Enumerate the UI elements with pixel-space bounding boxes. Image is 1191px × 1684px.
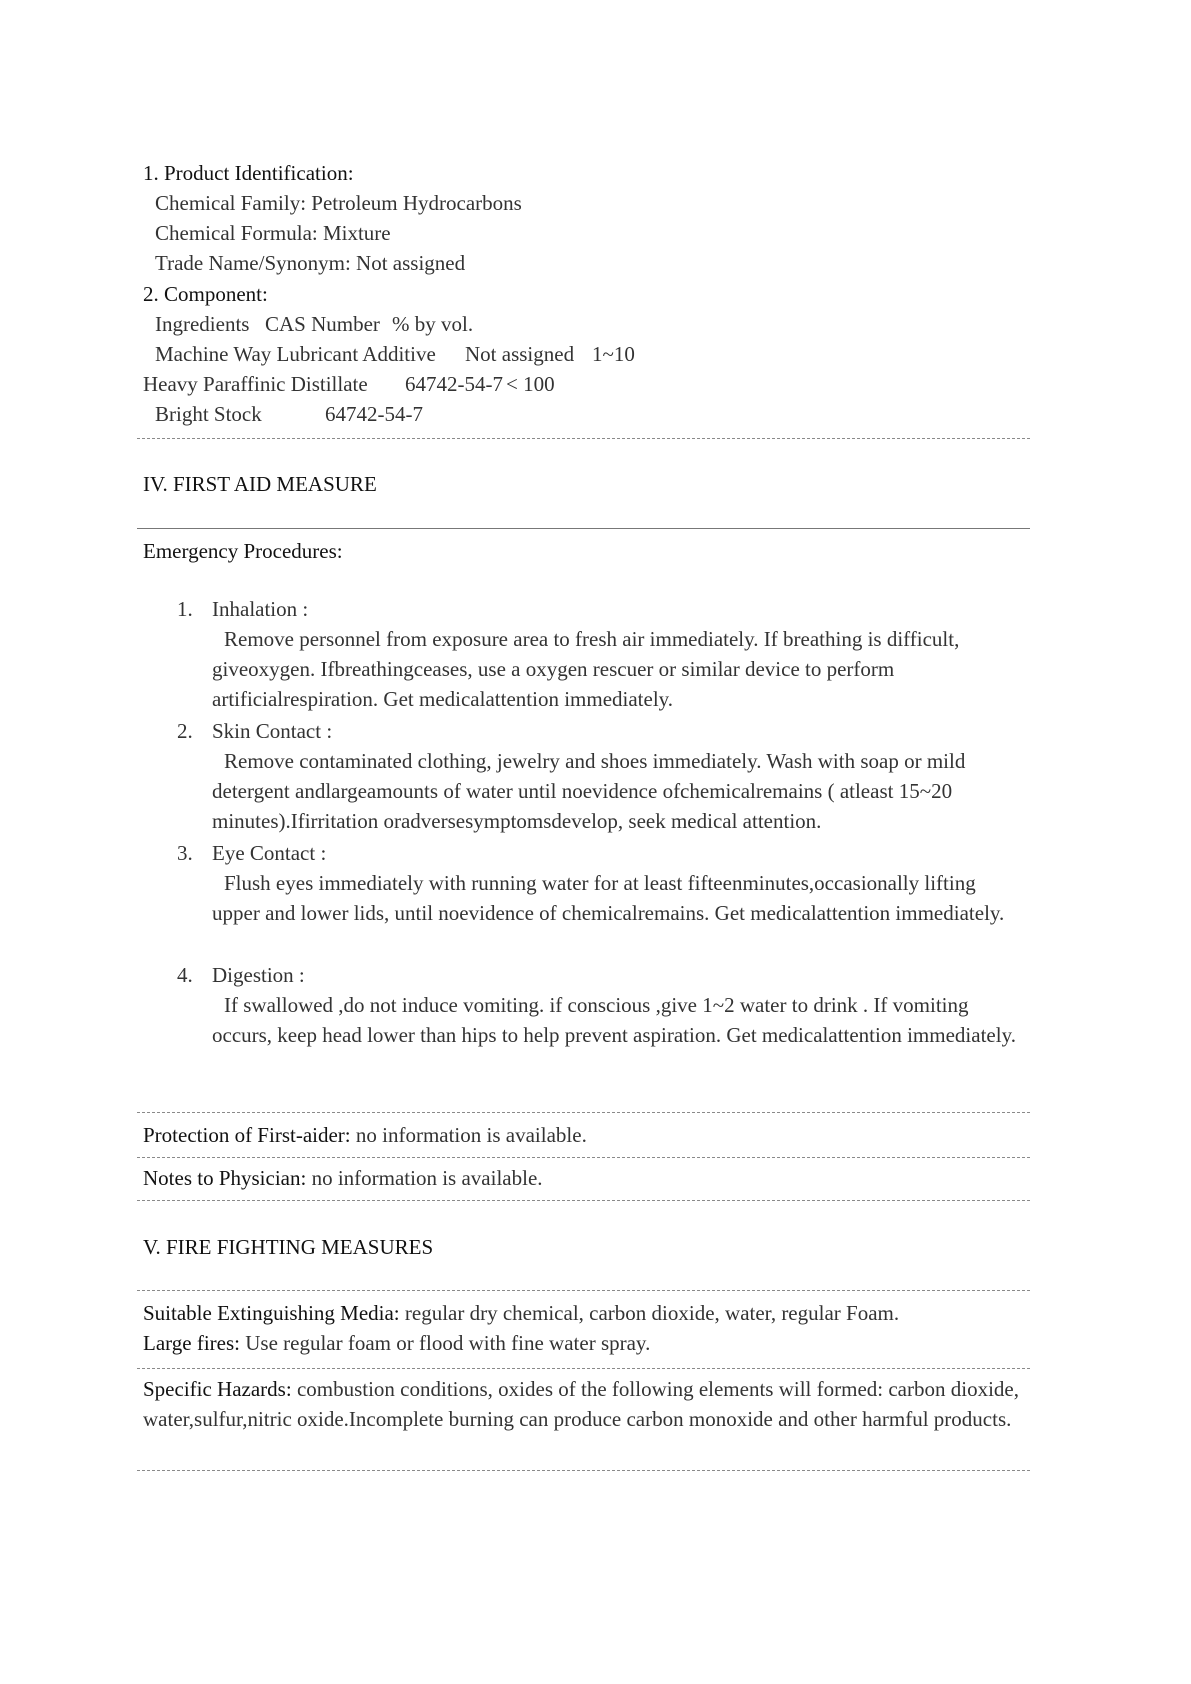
item-4-number: 4. bbox=[177, 963, 193, 987]
divider bbox=[137, 1368, 1030, 1369]
media-label: Suitable Extinguishing Media: bbox=[143, 1301, 400, 1325]
row-1-cas: Not assigned bbox=[465, 342, 575, 366]
specific-hazards bbox=[143, 1374, 1019, 1434]
divider bbox=[137, 1112, 1030, 1113]
chemical-family-line: Chemical Family: Petroleum Hydrocarbons bbox=[155, 191, 522, 215]
hazards-label: Specific Hazards: bbox=[143, 1377, 292, 1401]
notes-value: no information is available. bbox=[311, 1166, 543, 1190]
item-4-text: If swallowed ,do not induce vomiting. if conscious ,give 1~2 water to drink . If vomiting occurs, keep head lower than hips to help prevent aspiration. Get medicalattention immediately. bbox=[212, 993, 1016, 1047]
extinguishing-media bbox=[143, 1298, 899, 1328]
notes-label: Notes to Physician: bbox=[143, 1166, 307, 1190]
divider bbox=[137, 1470, 1030, 1471]
row-3-ingredient: Bright Stock bbox=[155, 402, 262, 426]
row-2-ingredient: Heavy Paraffinic Distillate bbox=[143, 372, 368, 396]
large-fires-label: Large fires: bbox=[143, 1331, 240, 1355]
item-1-number: 1. bbox=[177, 597, 193, 621]
large-fires bbox=[143, 1328, 650, 1358]
row-1-percent: 1~10 bbox=[592, 342, 635, 366]
item-2-text: Remove contaminated clothing, jewelry and shoes immediately. Wash with soap or mild detergent andlargeamounts of water until noevidence ofchemicalremains ( atleast 15~20 minutes).Ifirritation oradversesymptomsdevelop, seek medical attention. bbox=[212, 749, 966, 833]
divider bbox=[137, 1157, 1030, 1158]
hazards-value: combustion conditions, oxides of the following elements will formed: carbon dioxide, water,sulfur,nitric oxide.Incomplete burning can produce carbon monoxide and other harmful products. bbox=[143, 1377, 1019, 1431]
product-heading: 1. Product Identification: bbox=[143, 161, 354, 185]
item-1-text: Remove personnel from exposure area to fresh air immediately. If breathing is difficult, giveoxygen. Ifbreathingceases, use a oxygen rescuer or similar device to perform artificialrespiration. Get medicalattention immediately. bbox=[212, 627, 960, 711]
divider bbox=[137, 1200, 1030, 1201]
col-header-percent: % by vol. bbox=[392, 312, 474, 336]
row-1-ingredient: Machine Way Lubricant Additive bbox=[155, 342, 436, 366]
notes-to-physician bbox=[143, 1163, 543, 1193]
item-3-title: Eye Contact : bbox=[212, 841, 327, 865]
large-fires-value: Use regular foam or flood with fine water spray. bbox=[245, 1331, 651, 1355]
item-1-title: Inhalation : bbox=[212, 597, 309, 621]
protection-first-aider bbox=[143, 1120, 587, 1150]
media-value: regular dry chemical, carbon dioxide, water, regular Foam. bbox=[404, 1301, 900, 1325]
row-2-percent: < 100 bbox=[506, 372, 555, 396]
divider bbox=[137, 438, 1030, 439]
item-2-number: 2. bbox=[177, 719, 193, 743]
item-4-title: Digestion : bbox=[212, 963, 305, 987]
trade-name-line: Trade Name/Synonym: Not assigned bbox=[155, 251, 466, 275]
chemical-formula-line: Chemical Formula: Mixture bbox=[155, 221, 391, 245]
row-3-cas: 64742-54-7 bbox=[325, 402, 423, 426]
item-2-title: Skin Contact : bbox=[212, 719, 333, 743]
emergency-procedures-label: Emergency Procedures: bbox=[143, 539, 343, 563]
row-2-cas: 64742-54-7 bbox=[405, 372, 503, 396]
divider bbox=[137, 528, 1030, 529]
item-3-number: 3. bbox=[177, 841, 193, 865]
fire-fighting-title: V. FIRE FIGHTING MEASURES bbox=[143, 1235, 434, 1259]
protection-value: no information is available. bbox=[355, 1123, 587, 1147]
col-header-cas: CAS Number bbox=[265, 312, 380, 336]
component-heading: 2. Component: bbox=[143, 282, 268, 306]
item-3-text: Flush eyes immediately with running water for at least fifteenminutes,occasionally lifting upper and lower lids, until noevidence of chemicalremains. Get medicalattention immediately. bbox=[212, 871, 1005, 925]
divider bbox=[137, 1290, 1030, 1291]
protection-label: Protection of First-aider: bbox=[143, 1123, 351, 1147]
first-aid-title: IV. FIRST AID MEASURE bbox=[143, 472, 377, 496]
col-header-ingredients: Ingredients bbox=[155, 312, 250, 336]
